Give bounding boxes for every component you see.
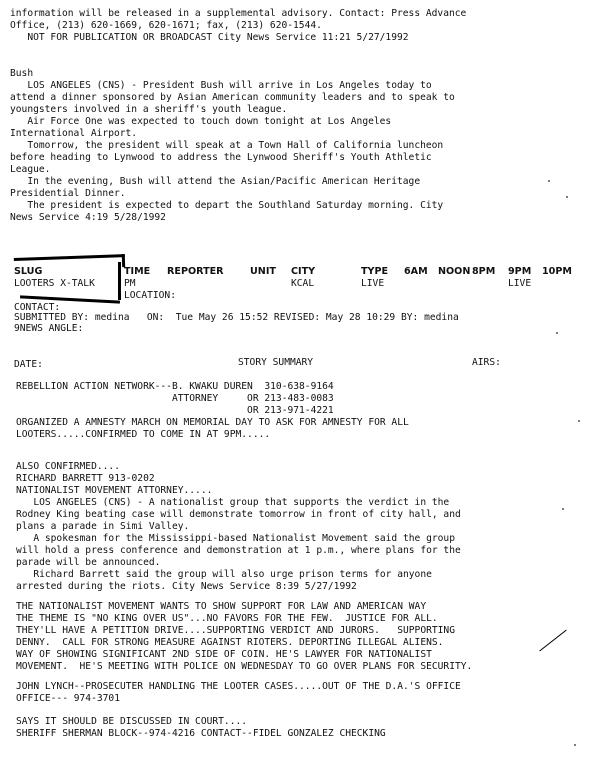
lynch-block: [16, 681, 586, 705]
text-line: WAY OF SHOWING SIGNIFICANT 2ND SIDE OF COIN. HE'S LAWYER FOR NATIONALIST: [16, 649, 432, 660]
text-line: OR 213-971-4221: [16, 405, 334, 416]
scan-speck: [578, 420, 580, 422]
text-line: MOVEMENT. HE'S MEETING WITH POLICE ON WEDNESDAY TO GO OVER PLANS FOR SECURITY.: [16, 661, 473, 672]
handwritten-bracket-stem: [118, 262, 121, 300]
contact-label: CONTACT:: [14, 302, 61, 313]
text-line: ATTORNEY OR 213-483-0083: [16, 393, 334, 404]
header-slug: SLUG: [14, 266, 43, 277]
header-time: TIME: [124, 266, 151, 277]
text-line: Richard Barrett said the group will also urge prison terms for anyone: [16, 569, 432, 580]
scan-speck: [566, 196, 568, 198]
scan-speck: [562, 508, 564, 510]
text-line: JOHN LYNCH--PROSECUTER HANDLING THE LOOTER CASES.....OUT OF THE D.A.'S OFFICE: [16, 681, 461, 692]
text-line: ORGANIZED A AMNESTY MARCH ON MEMORIAL DAY TO ASK FOR AMNESTY FOR ALL: [16, 417, 409, 428]
text-line: THE THEME IS "NO KING OVER US"...NO FAVORS FOR THE FEW. JUSTICE FOR ALL.: [16, 613, 438, 624]
header-noon: NOON: [438, 266, 471, 277]
date-label: DATE:: [14, 359, 43, 370]
airs-label: AIRS:: [472, 357, 501, 368]
news-angle-label: 9NEWS ANGLE:: [14, 323, 84, 334]
story-summary-label: STORY SUMMARY: [238, 357, 314, 368]
text-line: Office, (213) 620-1669, 620-1671; fax, (213) 620-1544.: [10, 20, 322, 31]
text-line: ALSO CONFIRMED....: [16, 461, 120, 472]
intro-advisory: [10, 8, 580, 44]
text-line: LOS ANGELES (CNS) - A nationalist group that supports the verdict in the: [16, 497, 450, 508]
text-line: LOOTERS.....CONFIRMED TO COME IN AT 9PM.....: [16, 429, 271, 440]
court-block: [16, 716, 586, 740]
text-line: THE NATIONALIST MOVEMENT WANTS TO SHOW SUPPORT FOR LAW AND AMERICAN WAY: [16, 601, 427, 612]
header-9pm: 9PM: [508, 266, 532, 277]
header-unit: UNIT: [250, 266, 276, 277]
text-line: A spokesman for the Mississippi-based Nationalist Movement said the group: [16, 533, 455, 544]
row-city: KCAL: [291, 278, 315, 289]
header-8pm: 8PM: [472, 266, 496, 277]
location-label: LOCATION:: [124, 290, 176, 301]
also-confirmed-block: [16, 461, 586, 593]
text-line: International Airport.: [10, 128, 138, 139]
text-line: plans a parade in Simi Valley.: [16, 521, 190, 532]
text-line: Air Force One was expected to touch down tonight at Los Angeles: [10, 116, 392, 127]
text-line: League.: [10, 164, 51, 175]
text-line: information will be released in a supplemental advisory. Contact: Press Advance: [10, 8, 467, 19]
text-line: SHERIFF SHERMAN BLOCK--974-4216 CONTACT--FIDEL GONZALEZ CHECKING: [16, 728, 386, 739]
text-line: SAYS IT SHOULD BE DISCUSSED IN COURT....: [16, 716, 248, 727]
text-line: THEY'LL HAVE A PETITION DRIVE....SUPPORTING VERDICT AND JURORS. SUPPORTING: [16, 625, 455, 636]
text-line: will hold a press conference and demonstration at 1 p.m., where plans for the: [16, 545, 461, 556]
text-line: Presidential Dinner.: [10, 188, 126, 199]
header-6am: 6AM: [404, 266, 428, 277]
scan-speck: [574, 744, 576, 746]
text-line: Bush: [10, 68, 34, 79]
text-line: youngsters involved in a sheriff's youth league.: [10, 104, 288, 115]
bush-story: [10, 68, 580, 224]
text-line: LOS ANGELES (CNS) - President Bush will arrive in Los Angeles today to: [10, 80, 432, 91]
rebellion-block: [16, 381, 586, 441]
text-line: OFFICE--- 974-3701: [16, 693, 120, 704]
text-line: NOT FOR PUBLICATION OR BROADCAST City News Service 11:21 5/27/1992: [10, 32, 409, 43]
header-city: CITY: [291, 266, 316, 277]
row-slug: LOOTERS X-TALK: [14, 278, 95, 289]
submitted-line: SUBMITTED BY: medina ON: Tue May 26 15:52 REVISED: May 28 10:29 BY: medina: [14, 312, 459, 323]
header-reporter: REPORTER: [167, 266, 224, 277]
text-line: The president is expected to depart the Southland Saturday morning. City: [10, 200, 444, 211]
row-9pm: LIVE: [508, 278, 532, 289]
text-line: attend a dinner sponsored by Asian American community leaders and to speak to: [10, 92, 455, 103]
scan-speck: [548, 180, 550, 182]
text-line: News Service 4:19 5/28/1992: [10, 212, 166, 223]
text-line: Tomorrow, the president will speak at a Town Hall of California luncheon: [10, 140, 444, 151]
header-type: TYPE: [361, 266, 389, 277]
text-line: parade will be announced.: [16, 557, 161, 568]
text-line: Rodney King beating case will demonstrate tomorrow in front of city hall, and: [16, 509, 461, 520]
scan-speck: [556, 332, 558, 334]
text-line: REBELLION ACTION NETWORK---B. KWAKU DUREN 310-638-9164: [16, 381, 334, 392]
row-time: PM: [124, 278, 136, 289]
text-line: before heading to Lynwood to address the Lynwood Sheriff's Youth Athletic: [10, 152, 432, 163]
text-line: In the evening, Bush will attend the Asian/Pacific American Heritage: [10, 176, 421, 187]
header-10pm: 10PM: [542, 266, 572, 277]
nationalist-block: [16, 601, 586, 673]
text-line: RICHARD BARRETT 913-0202: [16, 473, 155, 484]
text-line: NATIONALIST MOVEMENT ATTORNEY.....: [16, 485, 213, 496]
row-type: LIVE: [361, 278, 385, 289]
text-line: arrested during the riots. City News Service 8:39 5/27/1992: [16, 581, 357, 592]
text-line: DENNY. CALL FOR STRONG MEASURE AGAINST RIOTERS. DEPORTING ILLEGAL ALIENS.: [16, 637, 444, 648]
